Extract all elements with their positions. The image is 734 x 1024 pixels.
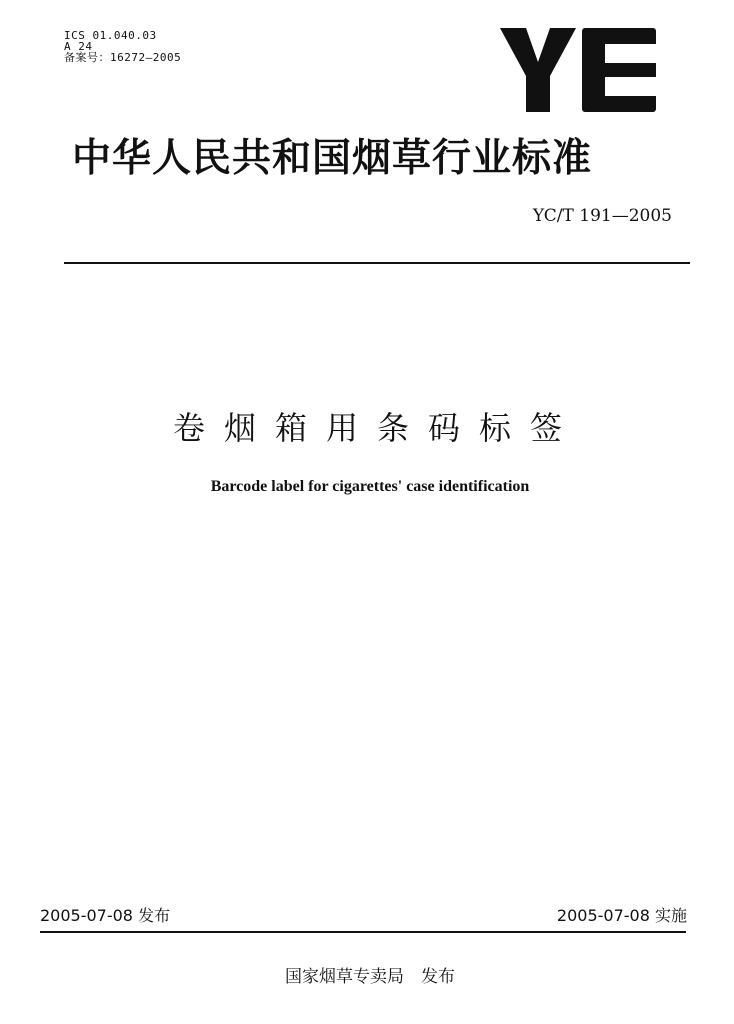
yc-logo: [500, 28, 656, 112]
header-metadata: [64, 30, 181, 63]
category-code: A 24: [64, 40, 93, 53]
standard-number: YC/T 191—2005: [532, 206, 672, 226]
publish-date: 2005-07-08 发布: [40, 906, 171, 925]
ics-code: ICS 01.040.03: [64, 29, 157, 42]
filing-number: 备案号：16272—2005: [64, 51, 182, 64]
document-subtitle: Barcode label for cigarettes' case identification: [210, 478, 530, 495]
standard-body-title: 中华人民共和国烟草行业标准: [72, 136, 593, 181]
implementation-date: 2005-07-08 实施: [556, 906, 687, 925]
issuing-authority: 国家烟草专卖局 发布: [285, 967, 455, 987]
bottom-divider: [40, 931, 686, 933]
document-title: 卷烟箱用条码标签: [172, 409, 581, 447]
top-divider: [64, 262, 690, 264]
